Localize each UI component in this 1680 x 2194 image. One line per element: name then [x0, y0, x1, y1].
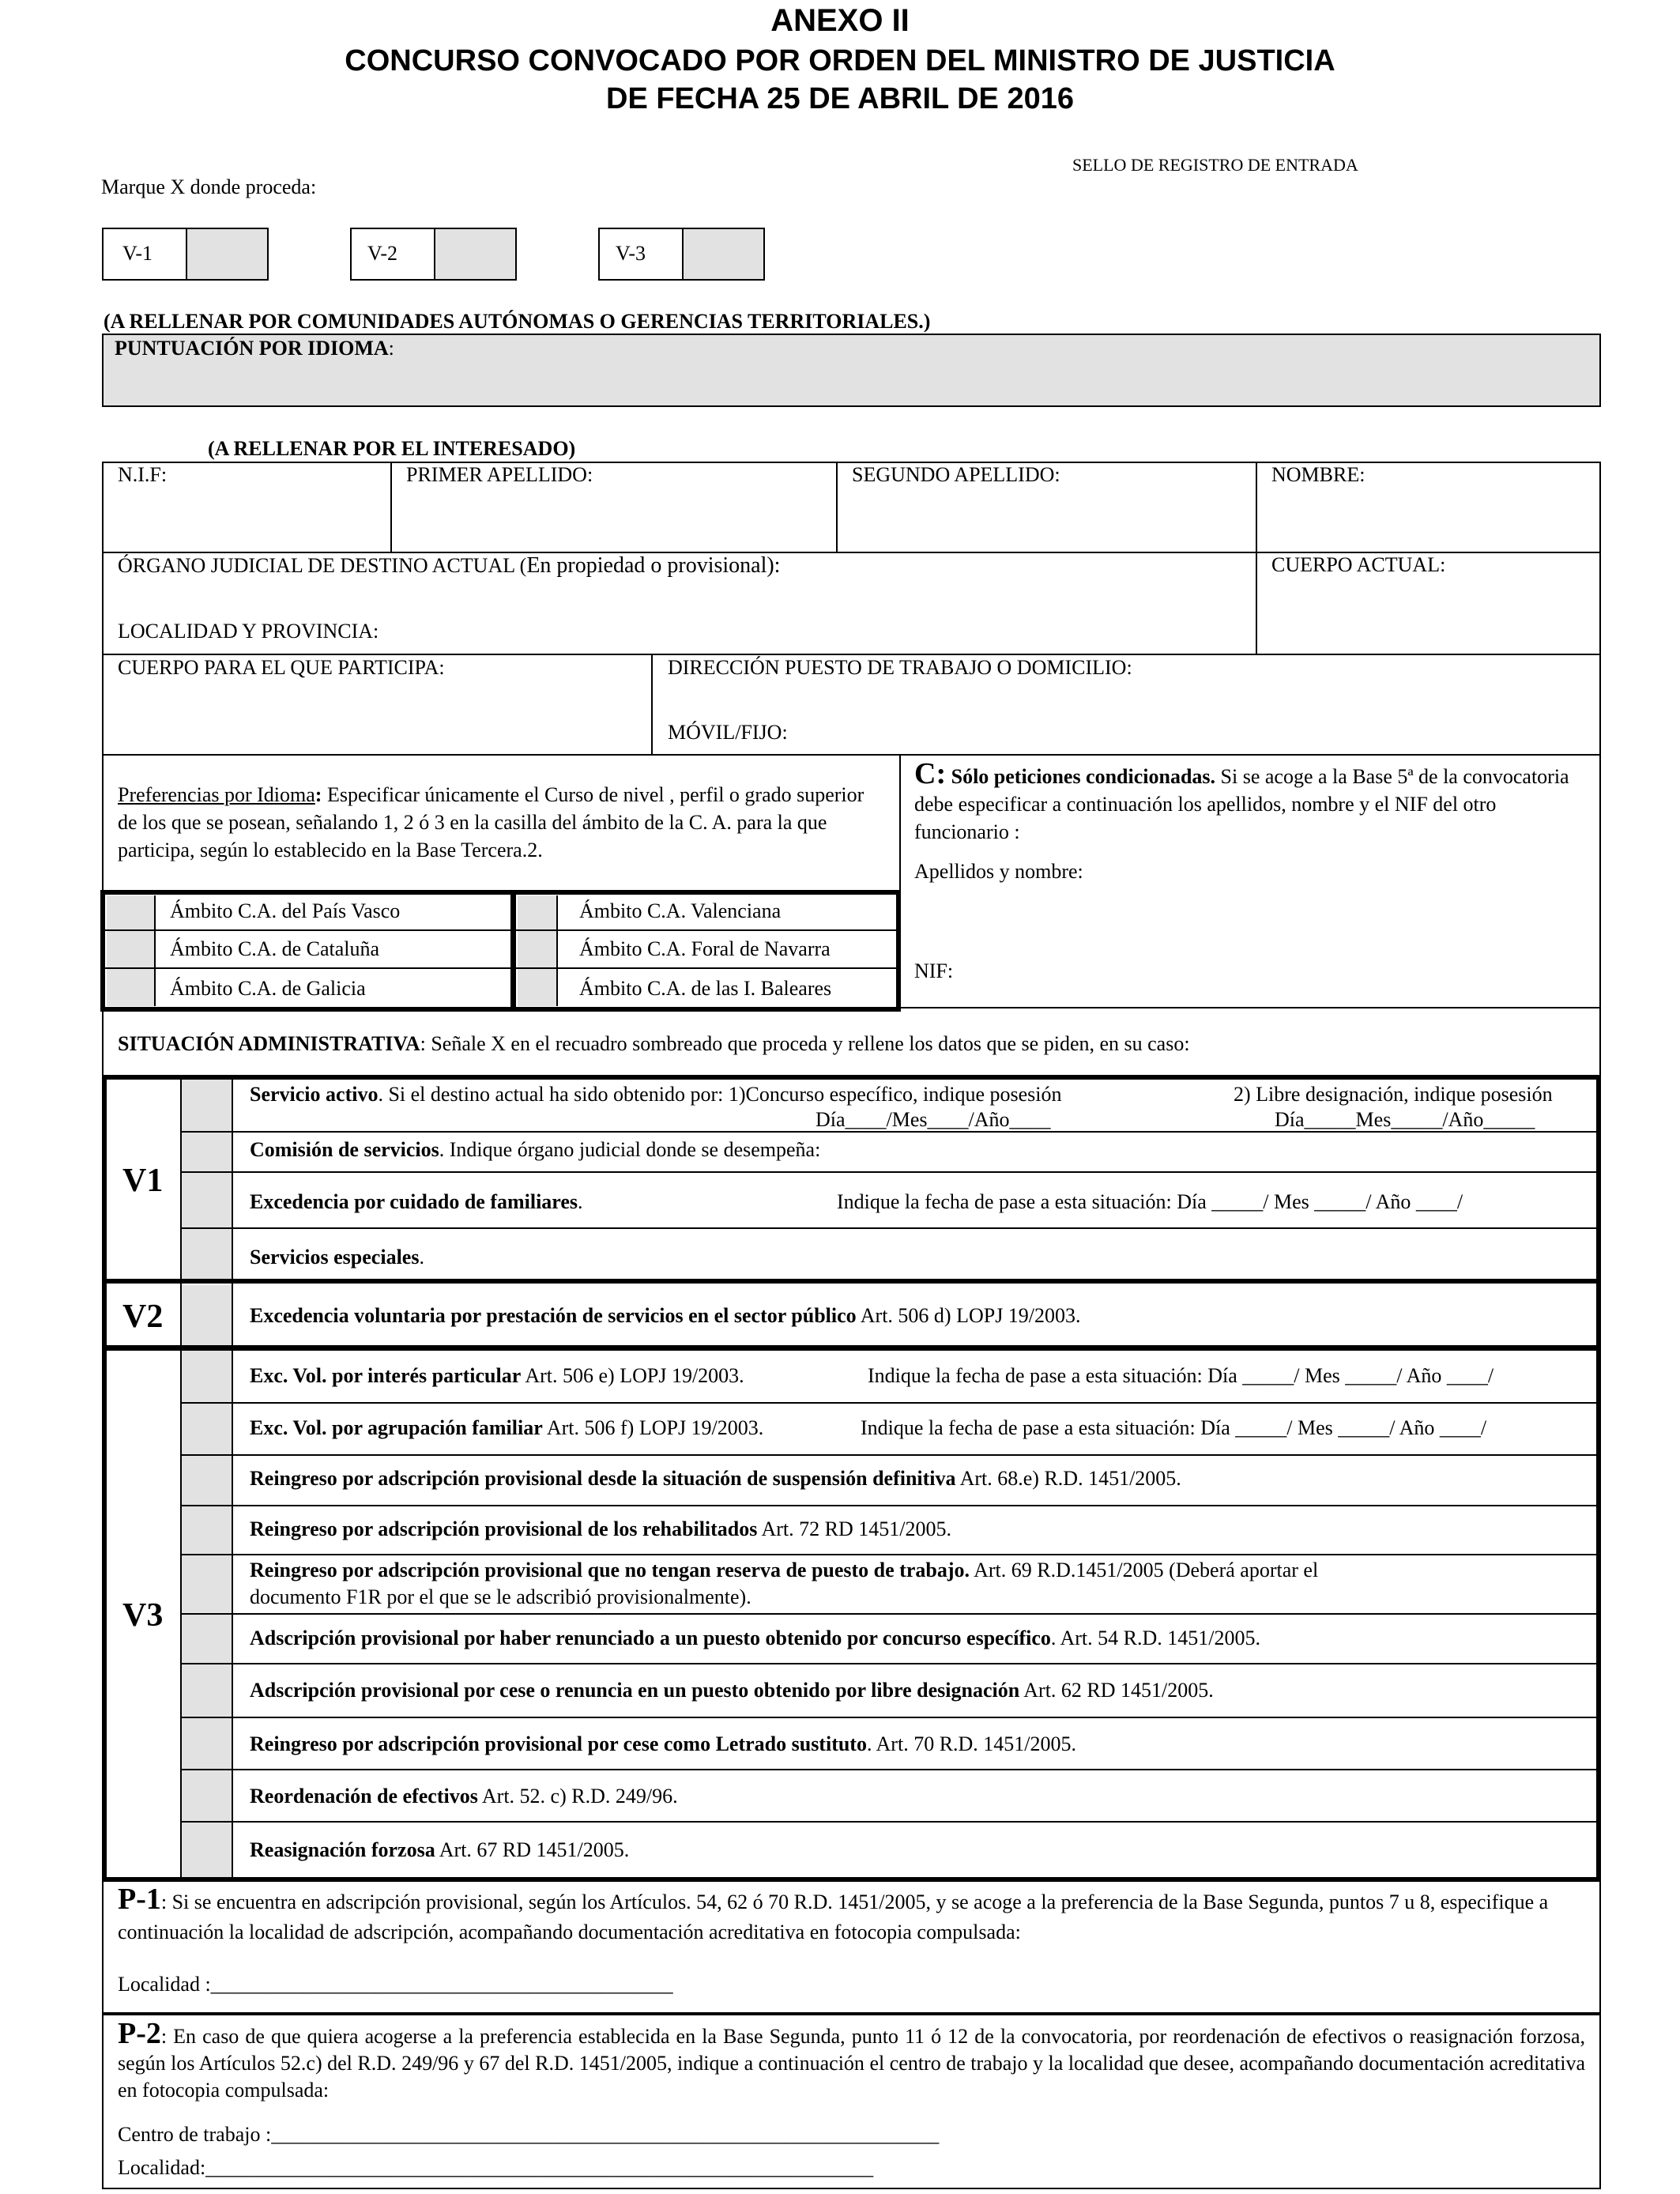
v1-date1[interactable]: Día____/Mes____/Año____	[816, 1108, 1051, 1131]
v3-row-bold: Reingreso por adscripción provisional por cese como Letrado sustituto	[250, 1732, 867, 1755]
v3-row-bold: Reingreso por adscripción provisional de los rehabilitados	[250, 1517, 758, 1540]
ambito-pais-vasco: Ámbito C.A. del País Vasco	[170, 899, 401, 922]
v1-special-bold: Servicios especiales	[250, 1246, 420, 1269]
title-line-2: DE FECHA 25 DE ABRIL DE 2016	[606, 82, 1074, 115]
v3-label: V3	[122, 1597, 164, 1634]
v3-mark-label: V-3	[616, 242, 646, 265]
v3-row-text: . Art. 54 R.D. 1451/2005.	[1050, 1627, 1260, 1649]
ambito-right-checkboxes[interactable]	[518, 895, 558, 1006]
p2-body: : En caso de que quiera acogerse a la preferencia establecida en la Base Segunda, punto 11 ó 12 de la convocatoria, por reordenación de efectivos o reasignación forzosa, según los Artículos 52.c) del R.D. 249/96 y 67 del R.D. 1451/2005, indique a continuación el centro de trabajo y la localidad que desee, acompañando documentación acreditativa en fotocopia compulsada:	[118, 2025, 1585, 2102]
p2-text	[118, 2017, 1585, 2104]
v1-excedencia-date[interactable]: Indique la fecha de pase a esta situación: Día _____/ Mes _____/ Año ____/	[837, 1190, 1463, 1213]
v3-row-text: Art. 506 e) LOPJ 19/2003.	[521, 1364, 744, 1387]
p1-text	[118, 1884, 1584, 1947]
v3-row-text: Art. 52. c) R.D. 249/96.	[477, 1785, 678, 1808]
annex-title: ANEXO II	[770, 3, 910, 38]
v1-excedencia-row[interactable]	[250, 1190, 583, 1214]
v3-row[interactable]	[250, 1785, 678, 1808]
lang-pref-title: Preferencias por Idioma	[118, 783, 315, 806]
v3-row-date[interactable]: Indique la fecha de pase a esta situación: Día _____/ Mes _____/ Año ____/	[868, 1364, 1494, 1387]
v2-text: Art. 506 d) LOPJ 19/2003.	[856, 1304, 1081, 1327]
locality-field[interactable]: LOCALIDAD Y PROVINCIA:	[118, 620, 379, 643]
v3-row-text: Art. 69 R.D.1451/2005 (Deberá aportar el	[970, 1559, 1319, 1581]
phone-field[interactable]: MÓVIL/FIJO:	[668, 721, 788, 744]
v3-row-bold: Exc. Vol. por interés particular	[250, 1364, 522, 1387]
v2-mark-label: V-2	[367, 242, 398, 265]
nif-field[interactable]: N.I.F:	[118, 463, 168, 486]
stamp-label: SELLO DE REGISTRO DE ENTRADA	[1072, 155, 1358, 175]
ambito-left-checkboxes[interactable]	[107, 895, 156, 1006]
v3-row-text: Art. 506 f) LOPJ 19/2003.	[542, 1416, 764, 1439]
v3-row-date[interactable]: Indique la fecha de pase a esta situación: Día _____/ Mes _____/ Año ____/	[861, 1416, 1487, 1439]
v1-active-row[interactable]	[250, 1083, 1062, 1106]
v3-row[interactable]	[250, 1416, 763, 1440]
v3-row-bold: Exc. Vol. por agrupación familiar	[250, 1416, 543, 1439]
ambito-navarra: Ámbito C.A. Foral de Navarra	[579, 937, 831, 960]
v1-commission-row[interactable]	[250, 1138, 820, 1162]
ambito-galicia: Ámbito C.A. de Galicia	[170, 977, 366, 1000]
v2-option-checkbox[interactable]	[182, 1285, 232, 1345]
lang-score-box[interactable]	[102, 334, 1601, 407]
v2-checkbox[interactable]	[434, 229, 515, 279]
situation-title: SITUACIÓN ADMINISTRATIVA	[118, 1032, 420, 1055]
conditional-body: Si se acoge a la Base 5ª de la convocatoria debe especificar a continuación los apellidos, nombre y el NIF del otro funcionario :	[914, 765, 1569, 843]
v1-label: V1	[122, 1163, 164, 1199]
v3-row-bold: Reingreso por adscripción provisional desde la situación de suspensión definitiva	[250, 1467, 956, 1490]
v3-row-note: documento F1R por el que se le adscribió provisionalmente).	[250, 1585, 751, 1608]
v2-mark-box	[350, 228, 517, 281]
p2-locality-field[interactable]: Localidad:_________________________________________________________________	[118, 2156, 874, 2179]
v1-excedencia-bold: Excedencia por cuidado de familiares	[250, 1190, 578, 1213]
lang-pref-body: Especificar únicamente el Curso de nivel , perfil o grado superior de los que se posean, señalando 1, 2 ó 3 en la casilla del ámbito de la C. A. para la que participa, según lo establecido en la Base Tercera.2.	[118, 783, 864, 861]
p2-center-field[interactable]: Centro de trabajo :_________________________________________________________________	[118, 2123, 940, 2146]
interested-note: (A RELLENAR POR EL INTERESADO)	[208, 437, 576, 460]
lang-score-colon: :	[388, 337, 394, 360]
v3-row[interactable]	[250, 1517, 951, 1541]
ambito-baleares: Ámbito C.A. de las I. Baleares	[579, 977, 832, 1000]
v3-row[interactable]	[250, 1467, 1181, 1491]
v1-active-text2: 2) Libre designación, indique posesión	[1234, 1083, 1553, 1106]
v3-checkbox[interactable]	[682, 229, 763, 279]
ambito-cataluna: Ámbito C.A. de Cataluña	[170, 937, 380, 960]
title-line-1: CONCURSO CONVOCADO POR ORDEN DEL MINISTRO DE JUSTICIA	[345, 44, 1335, 77]
v1-option-checkboxes[interactable]	[182, 1080, 232, 1279]
body-participates-field[interactable]: CUERPO PARA EL QUE PARTICIPA:	[118, 656, 445, 679]
v3-row-bold: Adscripción provisional por haber renunciado a un puesto obtenido por concurso específico	[250, 1627, 1051, 1649]
v1-special-text: .	[419, 1246, 424, 1269]
v3-row-bold: Reordenación de efectivos	[250, 1785, 478, 1808]
v3-row-text: Art. 72 RD 1451/2005.	[757, 1517, 951, 1540]
v2-label: V2	[122, 1299, 164, 1335]
ccaa-note: (A RELLENAR POR COMUNIDADES AUTÓNOMAS O GERENCIAS TERRITORIALES.)	[104, 310, 931, 333]
conditional-names-field[interactable]: Apellidos y nombre:	[914, 860, 1083, 883]
v1-active-text: . Si el destino actual ha sido obtenido por: 1)Concurso específico, indique posesión	[378, 1083, 1062, 1106]
v2-bold: Excedencia voluntaria por prestación de servicios en el sector público	[250, 1304, 857, 1327]
v3-row[interactable]	[250, 1364, 744, 1388]
v3-row[interactable]	[250, 1559, 1318, 1582]
organ-label-small: En propiedad o provisional):	[526, 553, 781, 578]
v3-row-text: Art. 62 RD 1451/2005.	[1019, 1679, 1214, 1702]
v3-row-text: Art. 68.e) R.D. 1451/2005.	[955, 1467, 1181, 1490]
v1-special-row[interactable]	[250, 1246, 424, 1269]
v1-mark-label: V-1	[122, 242, 153, 265]
organ-label: ÓRGANO JUDICIAL DE DESTINO ACTUAL (	[118, 554, 527, 577]
situation-header	[102, 1007, 1601, 1078]
lang-pref-text	[118, 781, 888, 864]
lang-pref-colon: :	[315, 783, 322, 806]
personal-data-block	[102, 462, 1601, 756]
mark-label: Marque X donde proceda:	[101, 175, 317, 198]
conditional-bold: Sólo peticiones condicionadas.	[946, 765, 1216, 788]
p2-label: P-2	[118, 2017, 161, 2050]
situation-text: : Señale X en el recuadro sombreado que proceda y rellene los datos que se piden, en su caso:	[420, 1032, 1190, 1055]
v3-row[interactable]	[250, 1627, 1260, 1650]
p1-body: : Si se encuentra en adscripción provisional, según los Artículos. 54, 62 ó 70 R.D. 1451/2005, y se acoge a la preferencia de la Base Segunda, puntos 7 u 8, especifique a continuación la localidad de adscripción, acompañando documentación acreditativa en fotocopia compulsada:	[118, 1891, 1549, 1943]
v1-date2[interactable]: Día_____Mes_____/Año_____	[1275, 1108, 1535, 1131]
v1-active-bold: Servicio activo	[250, 1083, 379, 1106]
v2-row[interactable]	[250, 1304, 1081, 1328]
lang-score-label: PUNTUACIÓN POR IDIOMA	[115, 337, 389, 360]
v1-checkbox[interactable]	[186, 229, 267, 279]
v3-row-text: . Art. 70 R.D. 1451/2005.	[866, 1732, 1077, 1755]
v3-row-bold: Adscripción provisional por cese o renuncia en un puesto obtenido por libre designación	[250, 1679, 1020, 1702]
conditional-text	[914, 757, 1586, 846]
current-body-field[interactable]: CUERPO ACTUAL:	[1271, 553, 1446, 576]
address-field[interactable]: DIRECCIÓN PUESTO DE TRABAJO O DOMICILIO:	[668, 656, 1132, 679]
surname1-field[interactable]: PRIMER APELLIDO:	[406, 463, 593, 486]
v3-row-text: Art. 67 RD 1451/2005.	[435, 1838, 630, 1861]
v1-commission-text: . Indique órgano judicial donde se desempeña:	[439, 1138, 821, 1161]
name-field[interactable]: NOMBRE:	[1271, 463, 1365, 486]
v3-mark-box	[598, 228, 765, 281]
v1-mark-box	[102, 228, 269, 281]
v3-row-bold: Reingreso por adscripción provisional que no tengan reserva de puesto de trabajo.	[250, 1559, 970, 1581]
v3-row[interactable]	[250, 1838, 629, 1862]
v3-row[interactable]	[250, 1732, 1076, 1756]
conditional-nif-field[interactable]: NIF:	[914, 959, 954, 982]
v3-row[interactable]	[250, 1679, 1214, 1702]
conditional-letter: C:	[914, 757, 947, 790]
p1-label: P-1	[118, 1883, 161, 1916]
ambito-valenciana: Ámbito C.A. Valenciana	[579, 899, 782, 922]
v3-row-bold: Reasignación forzosa	[250, 1838, 435, 1861]
organ-field[interactable]	[118, 553, 780, 579]
surname2-field[interactable]: SEGUNDO APELLIDO:	[852, 463, 1060, 486]
v1-excedencia-text: .	[578, 1190, 583, 1213]
v1-commission-bold: Comisión de servicios	[250, 1138, 439, 1161]
p1-locality-field[interactable]: Localidad :_____________________________________________	[118, 1973, 673, 1996]
